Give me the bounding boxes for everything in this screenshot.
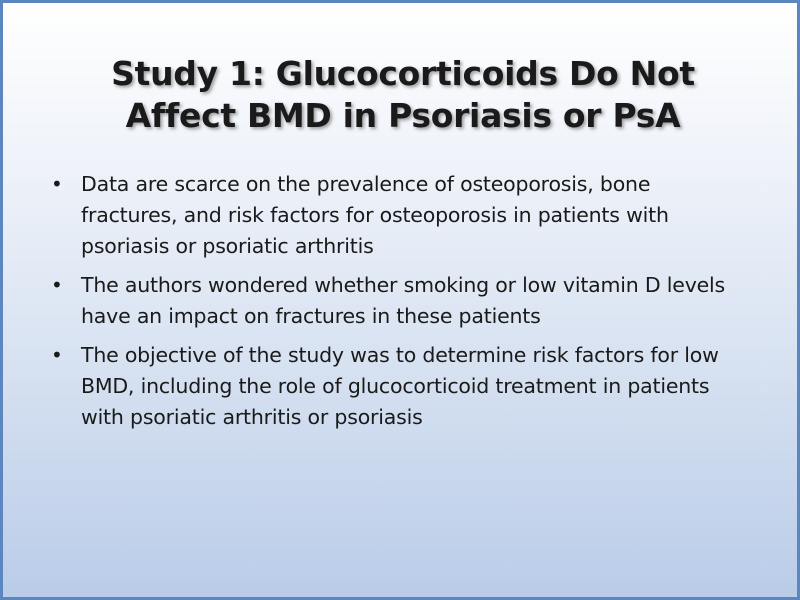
slide-title xyxy=(23,53,783,137)
bullet-dot-icon: • xyxy=(51,273,63,297)
bullet-text: Data are scarce on the prevalence of osteoporosis, bone fractures, and risk factors for osteoporosis in patients with psoriasis or psoriatic arthritis xyxy=(81,172,669,258)
slide-title-line-2: Affect BMD in Psoriasis or PsA xyxy=(125,96,681,136)
bullet-item xyxy=(51,169,751,262)
bullet-dot-icon: • xyxy=(51,343,63,367)
bullet-dot-icon: • xyxy=(51,172,63,196)
bullet-item xyxy=(51,340,751,433)
bullet-list xyxy=(51,169,751,441)
bullet-text: The objective of the study was to determine risk factors for low BMD, including the role of glucocorticoid treatment in patients with psoriatic arthritis or psoriasis xyxy=(81,343,719,429)
bullet-item xyxy=(51,270,751,332)
slide-title-line-1: Study 1: Glucocorticoids Do Not xyxy=(111,54,695,94)
bullet-text: The authors wondered whether smoking or low vitamin D levels have an impact on fractures in these patients xyxy=(81,273,726,328)
